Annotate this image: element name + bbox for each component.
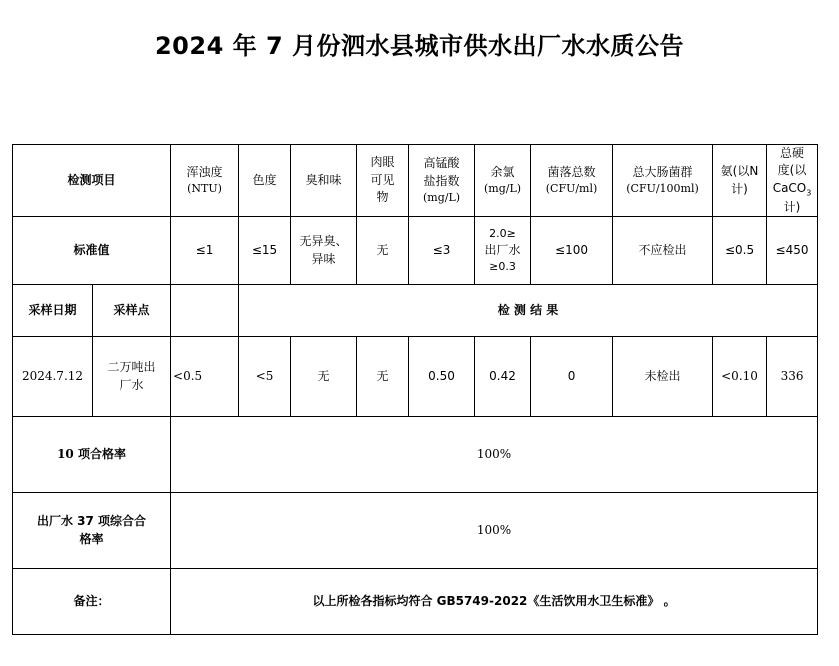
pass-rate-10-value: 100% [171,417,818,493]
standard-coliform: 不应检出 [613,217,713,285]
standard-color: ≤15 [239,217,291,285]
result-odor: 无 [291,337,357,417]
result-date: 2024.7.12 [13,337,93,417]
visible-matter-header: 肉眼 可见 物 [357,145,409,217]
result-row [13,337,818,417]
result-turbidity: <0.5 [171,337,239,417]
note-label: 备注： [13,569,171,635]
color-header: 色度 [239,145,291,217]
result-bacteria: 0 [531,337,613,417]
pass-rate-37-row [13,493,818,569]
ammonia-header: 氨(以N 计) [713,145,767,217]
pass-rate-10-row [13,417,818,493]
note-row [13,569,818,635]
result-ammonia: <0.10 [713,337,767,417]
header-row [13,145,818,217]
standard-hardness: ≤450 [767,217,818,285]
standard-label: 标准值 [13,217,171,285]
standard-row [13,217,818,285]
bacteria-header: 菌落总数 (CFU/ml) [531,145,613,217]
coliform-header: 总大肠菌群 (CFU/100ml) [613,145,713,217]
chlorine-header: 余氯 (mg/L) [475,145,531,217]
sampling-date-header: 采样日期 [13,285,93,337]
turbidity-header: 浑浊度 (NTU) [171,145,239,217]
result-hardness: 336 [767,337,818,417]
odor-header: 臭和味 [291,145,357,217]
standard-permanganate: ≤3 [409,217,475,285]
result-color: <5 [239,337,291,417]
sampling-header-row [13,285,818,337]
water-quality-table [12,144,818,635]
results-header: 检 测 结 果 [239,285,818,337]
result-visible: 无 [357,337,409,417]
note-text: 以上所检各指标均符合 GB5749-2022《生活饮用水卫生标准》 。 [171,569,818,635]
result-chlorine: 0.42 [475,337,531,417]
page-title: 2024 年 7 月份泗水县城市供水出厂水水质公告 [154,32,685,60]
result-permanganate: 0.50 [409,337,475,417]
empty-cell [171,285,239,337]
pass-rate-37-value: 100% [171,493,818,569]
item-header: 检测项目 [13,145,171,217]
result-coliform: 未检出 [613,337,713,417]
hardness-header: 总硬 度(以 CaCO$_3$ 计) [767,145,818,217]
permanganate-header: 高锰酸 盐指数 (mg/L) [409,145,475,217]
pass-rate-10-label: 10 项合格率 [13,417,171,493]
standard-bacteria: ≤100 [531,217,613,285]
standard-chlorine: 2.0≥ 出厂水 ≥0.3 [475,217,531,285]
standard-turbidity: ≤1 [171,217,239,285]
sampling-point-header: 采样点 [93,285,171,337]
result-point: 二万吨出 厂水 [93,337,171,417]
standard-visible: 无 [357,217,409,285]
standard-odor: 无异臭、 异味 [291,217,357,285]
standard-ammonia: ≤0.5 [713,217,767,285]
pass-rate-37-label: 出厂水 37 项综合合 格率 [13,493,171,569]
